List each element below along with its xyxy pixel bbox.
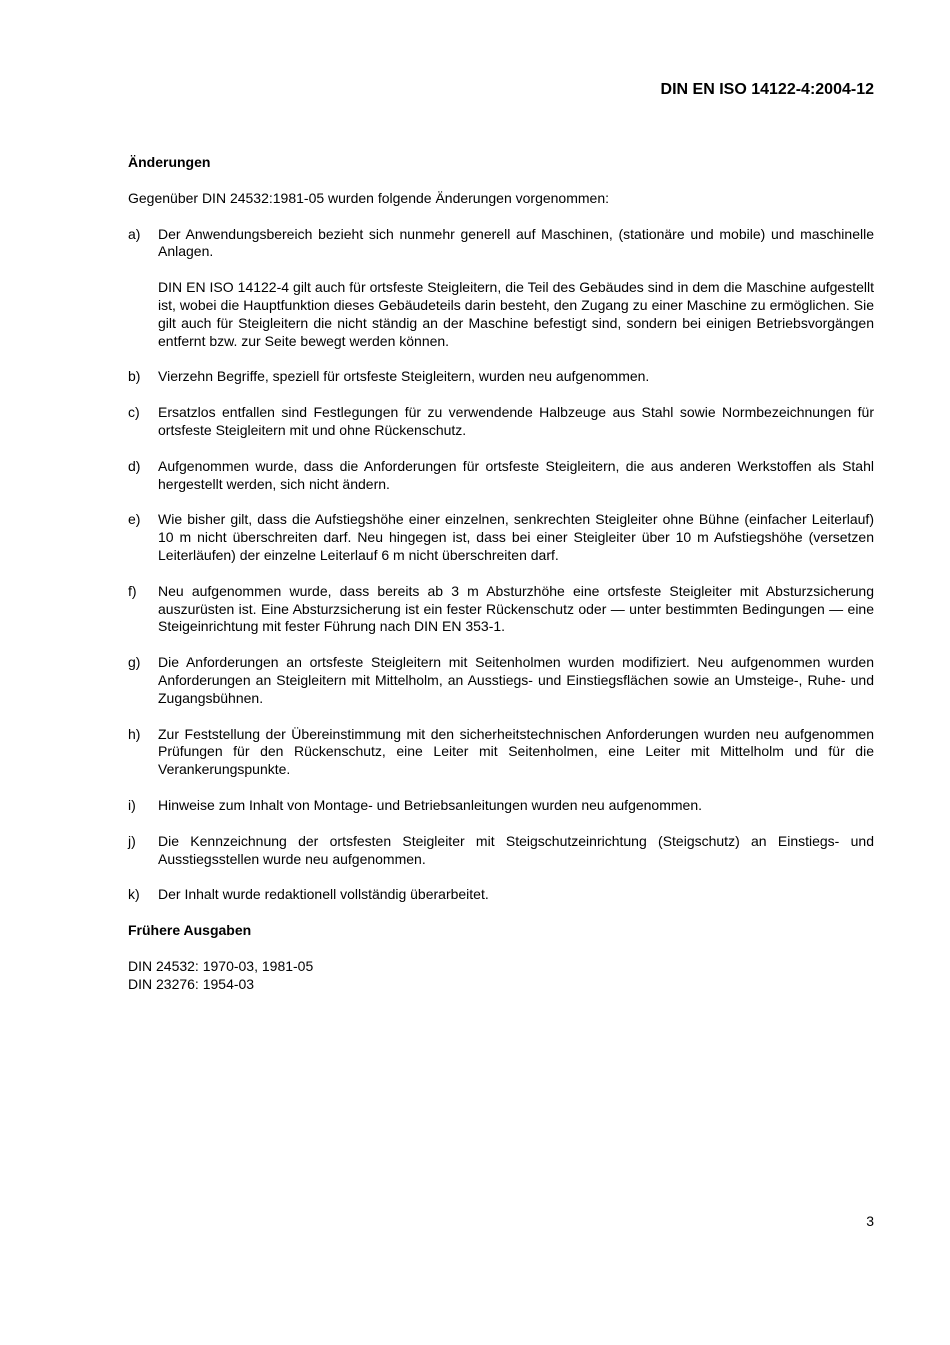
list-item xyxy=(128,654,874,707)
list-item-text: Wie bisher gilt, dass die Aufstiegshöhe einer einzelnen, senkrechten Steigleiter ohne Bühne (einfacher Leiterlauf) 10 m nicht überschreiten darf. Neu hingegen ist, dass bei einer Steigleiter über 10 m Aufstiegshöhe (versetzen Leiterläufen) der einzelne Leiterlauf 6 m nicht überschreiten darf. xyxy=(158,511,874,563)
list-item xyxy=(128,368,874,386)
list-marker: f) xyxy=(128,582,137,599)
list-item xyxy=(128,511,874,564)
list-marker: i) xyxy=(128,796,136,813)
list-item xyxy=(128,458,874,494)
edition-line: DIN 23276: 1954-03 xyxy=(128,975,255,992)
list-marker: a) xyxy=(128,225,141,242)
list-item xyxy=(128,797,874,815)
section-heading-changes: Änderungen xyxy=(128,154,211,170)
list-item-text: Der Inhalt wurde redaktionell vollständig überarbeitet. xyxy=(158,886,489,903)
list-item-text: Ersatzlos entfallen sind Festlegungen für zu verwendende Halbzeuge aus Stahl sowie Normbezeichnungen für ortsfeste Steigleitern mit und ohne Rückenschutz. xyxy=(158,404,874,438)
changes-list xyxy=(128,226,874,905)
list-item-text: Hinweise zum Inhalt von Montage- und Betriebsanleitungen wurden neu aufgenommen. xyxy=(158,796,703,813)
document-id: DIN EN ISO 14122-4:2004-12 xyxy=(660,81,874,98)
list-marker: h) xyxy=(128,725,141,742)
list-marker: k) xyxy=(128,886,140,903)
list-marker: b) xyxy=(128,368,141,385)
list-item xyxy=(128,833,874,869)
list-marker: g) xyxy=(128,654,141,671)
list-item xyxy=(128,583,874,636)
page-content xyxy=(128,154,874,994)
list-item xyxy=(128,404,874,440)
list-marker: j) xyxy=(128,832,136,849)
list-item xyxy=(128,226,874,351)
list-item-subparagraph: DIN EN ISO 14122-4 gilt auch für ortsfeste Steigleitern, die Teil des Gebäudes sind in dem die Maschine aufgestellt ist, wobei die Hauptfunktion dieses Gebäudeteils darin besteht, den Zugang zu einer Maschine zu ermöglichen. Sie gilt auch für Steigleitern die nicht ständig an der Maschine befestigt sind, sondern bei einigen Betriebsvorgängen entfernt bzw. zur Seite bewegt werden können. xyxy=(158,279,874,349)
list-item-text: Vierzehn Begriffe, speziell für ortsfeste Steigleitern, wurden neu aufgenommen. xyxy=(158,368,650,385)
list-marker: e) xyxy=(128,511,141,528)
page-number: 3 xyxy=(866,1213,874,1229)
list-item-text: Aufgenommen wurde, dass die Anforderungen für ortsfeste Steigleitern, die aus anderen Werkstoffen als Stahl hergestellt werden, sich nicht ändern. xyxy=(158,457,874,492)
list-item xyxy=(128,886,874,904)
list-item-text: Der Anwendungsbereich bezieht sich nunmehr generell auf Maschinen, (stationäre und mobile) und maschinelle Anlagen. xyxy=(158,225,874,260)
list-item-text: Neu aufgenommen wurde, dass bereits ab 3 m Absturzhöhe eine ortsfeste Steigleiter mit Absturzsicherung auszurüsten ist. Eine Absturzsicherung ist ein fester Rückenschutz oder — unter bestimmten Bedingungen — eine Steigeinrichtung mit fester Führung nach DIN EN 353-1. xyxy=(158,582,874,635)
list-marker: d) xyxy=(128,457,141,474)
section-heading-previous-editions: Frühere Ausgaben xyxy=(128,922,252,939)
changes-intro: Gegenüber DIN 24532:1981-05 wurden folgende Änderungen vorgenommen: xyxy=(128,189,610,206)
edition-line: DIN 24532: 1970-03, 1981-05 xyxy=(128,957,314,974)
previous-editions-list xyxy=(128,958,874,994)
list-marker: c) xyxy=(128,404,140,421)
list-item-text: Die Kennzeichnung der ortsfesten Steigleiter mit Steigschutzeinrichtung (Steigschutz) an Einstiegs- und Ausstiegsstellen wurde neu aufgenommen. xyxy=(158,832,874,867)
list-item xyxy=(128,726,874,779)
list-item-text: Die Anforderungen an ortsfeste Steigleitern mit Seitenholmen wurden modifiziert. Neu aufgenommen wurden Anforderungen an Steigleitern mit Mittelholm, an Ausstiegs- und Einstiegsflächen sowie an Umsteige-, Ruhe- und Zugangsbühnen. xyxy=(158,654,874,706)
list-item-text: Zur Feststellung der Übereinstimmung mit den sicherheitstechnischen Anforderungen wurden neu aufgenommen Prüfungen für den Rückenschutz, eine Leiter mit Seitenholmen, eine Leiter mit Mittelholm und für die Verankerungspunkte. xyxy=(158,725,874,778)
